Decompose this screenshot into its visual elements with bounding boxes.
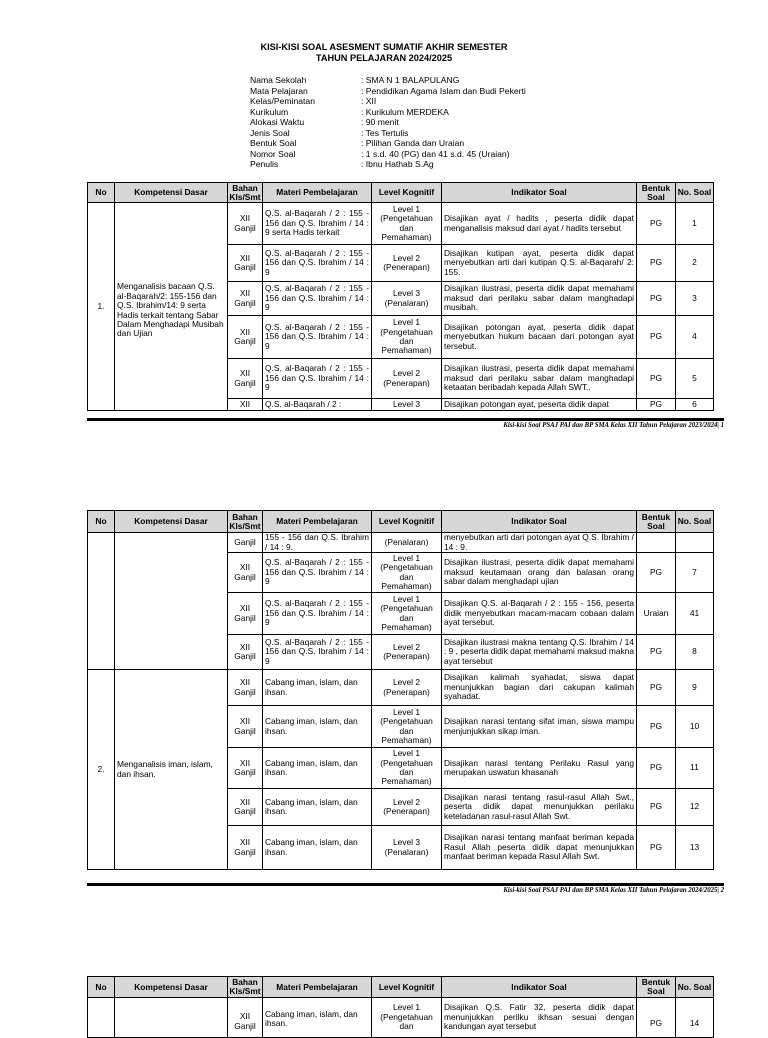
header-indikator: Indikator Soal (442, 183, 637, 203)
indikator-cell: Disajikan narasi tentang Perilaku Rasul yang merupakan uswatun khasanah (442, 748, 637, 789)
kisi-kisi-table-page-1 (87, 182, 714, 411)
bahan-cell: XII Ganjil (228, 998, 263, 1038)
no-soal-cell: 5 (676, 359, 714, 399)
bahan-cell: XII Ganjil (228, 635, 263, 670)
header-materi: Materi Pembelajaran (263, 183, 372, 203)
bentuk-cell: PG (637, 789, 676, 826)
level-cell: Level 2 (Penerapan) (372, 789, 442, 826)
materi-cell: Q.S. al-Baqarah / 2 : 155 - 156 dan Q.S. Ibrahim / 14 : 9 (263, 553, 372, 593)
info-row-school: Nama Sekolah : SMA N 1 BALAPULANG (250, 75, 460, 85)
bentuk-cell: PG (637, 635, 676, 670)
kisi-kisi-table-page-3 (87, 976, 714, 1038)
info-row-question-form: Bentuk Soal : Pilihan Ganda dan Uraian (250, 138, 465, 148)
kisi-kisi-table-page-2 (87, 510, 714, 870)
indikator-cell: Disajikan ayat / hadits , peserta didik dapat menganalisis maksud dari ayat / hadits tersebut (442, 203, 637, 245)
header-kompetensi-dasar: Kompetensi Dasar (115, 977, 228, 998)
info-row-author: Penulis : Ibnu Hathab S.Ag (250, 159, 434, 169)
table-row (88, 533, 714, 553)
bentuk-cell (637, 533, 676, 553)
kompetensi-dasar-cell (115, 998, 228, 1038)
no-soal-cell: 1 (676, 203, 714, 245)
indikator-cell: Disajikan kalimah syahadat, siswa dapat menunjukkan bagian dari cakupan kalimah syahadat. (442, 670, 637, 706)
level-cell: Level 1 (Pengetahuan dan Pemahaman) (372, 203, 442, 245)
materi-cell: Q.S. al-Baqarah / 2 : (263, 399, 372, 411)
level-cell: Level 1 (Pengetahuan dan Pemahaman) (372, 553, 442, 593)
no-soal-cell: 9 (676, 670, 714, 706)
no-soal-cell: 14 (676, 998, 714, 1038)
level-cell: Level 1 (Pengetahuan dan Pemahaman) (372, 316, 442, 359)
bahan-cell: XII Ganjil (228, 789, 263, 826)
indikator-cell: Disajikan ilustrasi, peserta didik dapat memahami maksud dari perilaku sabar dalam manghadapi musibah. (442, 282, 637, 316)
bentuk-cell: PG (637, 706, 676, 748)
indikator-cell: Disajikan potongan ayat, peserta didik dapat menyebutkan hukum bacaan dari potongan ayat tersebut. (442, 316, 637, 359)
no-soal-cell: 13 (676, 826, 714, 870)
row-number (88, 533, 115, 670)
info-row-time: Alokasi Waktu : 90 menit (250, 117, 399, 127)
indikator-cell: Disajikan kutipan ayat, peserta didik dapat menyebutkan arti dari kutipan Q.S. al-Baqarah/ 2: 155. (442, 245, 637, 282)
materi-cell: Cabang iman, islam, dan ihsan. (263, 670, 372, 706)
header-kompetensi-dasar: Kompetensi Dasar (115, 183, 228, 203)
header-kompetensi-dasar: Kompetensi Dasar (115, 511, 228, 533)
level-cell: Level 3 (372, 399, 442, 411)
materi-cell: 155 - 156 dan Q.S. Ibrahim / 14 : 9. (263, 533, 372, 553)
level-cell: Level 2 (Penerapan) (372, 245, 442, 282)
header-indikator: Indikator Soal (442, 511, 637, 533)
header-level: Level Kognitif (372, 511, 442, 533)
indikator-cell: Disajikan potongan ayat, peserta didik dapat (442, 399, 637, 411)
materi-cell: Q.S. al-Baqarah / 2 : 155 - 156 dan Q.S. Ibrahim / 14 : 9 (263, 282, 372, 316)
materi-cell: Q.S. al-Baqarah / 2 : 155 - 156 dan Q.S. Ibrahim / 14 : 9 (263, 593, 372, 635)
header-bahan: Bahan Kls/Smt (229, 182, 261, 202)
bentuk-cell: PG (637, 826, 676, 870)
bentuk-cell: PG (637, 316, 676, 359)
bahan-cell: XII Ganjil (228, 359, 263, 399)
bahan-cell: XII Ganjil (228, 670, 263, 706)
materi-cell: Cabang iman, islam, dan ihsan. (263, 789, 372, 826)
header-level: Level Kognitif (372, 977, 442, 998)
level-cell: Level 2 (Penerapan) (372, 670, 442, 706)
header-bentuk: Bentuk Soal (637, 183, 676, 203)
info-row-subject: Mata Pelajaran : Pendidikan Agama Islam dan Budi Pekerti (250, 85, 526, 96)
header-no-soal: No. Soal (676, 511, 714, 533)
materi-cell: Cabang iman, islam, dan ihsan. (263, 748, 372, 789)
bahan-cell: XII Ganjil (228, 203, 263, 245)
bahan-cell: XII Ganjil (228, 748, 263, 789)
indikator-cell: Disajikan narasi tentang sifat iman, siswa mampu menjunjukkan sikap iman. (442, 706, 637, 748)
header-no: No (88, 183, 115, 203)
bahan-cell: XII Ganjil (228, 245, 263, 282)
document-subtitle: TAHUN PELAJARAN 2024/2025 (315, 53, 453, 63)
bentuk-cell: PG (637, 245, 676, 282)
no-soal-cell: 7 (676, 553, 714, 593)
bentuk-cell: PG (637, 359, 676, 399)
level-cell: Level 1 (Pengetahuan dan Pemahaman) (372, 706, 442, 748)
no-soal-cell: 8 (676, 635, 714, 670)
bentuk-cell: PG (637, 282, 676, 316)
info-row-question-numbers: Nomor Soal : 1 s.d. 40 (PG) dan 41 s.d. 45 (Uraian) (250, 148, 510, 159)
no-soal-cell: 10 (676, 706, 714, 748)
level-cell: (Penalaran) (372, 533, 442, 553)
page-footer-rule (87, 418, 724, 421)
header-no: No (88, 977, 115, 998)
no-soal-cell: 4 (676, 316, 714, 359)
indikator-cell: Disajikan ilustrasi, peserta didik dapat memahami maksud dari perilaku sabar dalam manghadapi ketaatan beribadah kepada Allah SWT.. (442, 359, 637, 399)
header-materi: Materi Pembelajaran (263, 511, 372, 533)
header-no-soal: No. Soal (676, 183, 714, 203)
table-header-row (88, 977, 714, 998)
materi-cell: Cabang iman, islam, dan ihsan. (263, 706, 372, 748)
indikator-cell: Disajikan Q.S. Fatir 32, peserta didik dapat menunjukkan perilku ikhsan sesuai dengan kandungan ayat tersebut (442, 998, 637, 1038)
materi-cell: Q.S. al-Baqarah / 2 : 155 - 156 dan Q.S. Ibrahim / 14 : 9 (263, 316, 372, 359)
bentuk-cell: PG (637, 553, 676, 593)
indikator-cell: Disajikan ilustrasi makna tentang Q.S. Ibrahim / 14 : 9 , peserta didik dapat memahami maksud makna ayat tersebut (442, 635, 637, 670)
no-soal-cell: 11 (676, 748, 714, 789)
bentuk-cell: Uraian (637, 593, 676, 635)
no-soal-cell (676, 533, 714, 553)
no-soal-cell: 2 (676, 245, 714, 282)
materi-cell: Q.S. al-Baqarah / 2 : 155 - 156 dan Q.S. Ibrahim / 14 : 9 (263, 245, 372, 282)
bahan-cell: XII Ganjil (228, 706, 263, 748)
materi-cell: Cabang iman, islam, dan ihsan. (263, 998, 372, 1038)
document-title: KISI-KISI SOAL ASESMENT SUMATIF AKHIR SEMESTER (260, 42, 508, 52)
bahan-cell: XII Ganjil (228, 316, 263, 359)
level-cell: Level 1 (Pengetahuan dan Pemahaman) (372, 593, 442, 635)
materi-cell: Cabang iman, islam, dan ihsan. (263, 826, 372, 870)
level-cell: Level 3 (Penalaran) (372, 282, 442, 316)
bentuk-cell: PG (637, 399, 676, 411)
page-footer-text: Kisi-kisi Soal PSAJ PAI dan BP SMA Kelas XII Tahun Pelajaran 2023/2024| 1 (503, 422, 724, 429)
page-footer-rule (87, 883, 724, 886)
materi-cell: Q.S. al-Baqarah / 2 : 155 - 156 dan Q.S. Ibrahim / 14 : 9 (263, 635, 372, 670)
bentuk-cell: PG (637, 998, 676, 1038)
header-indikator: Indikator Soal (442, 977, 637, 998)
bentuk-cell: PG (637, 670, 676, 706)
bentuk-cell: PG (637, 203, 676, 245)
kompetensi-dasar-cell (115, 203, 228, 411)
header-level: Level Kognitif (372, 183, 442, 203)
level-cell: Level 3 (Penalaran) (372, 826, 442, 870)
level-cell: Level 2 (Penerapan) (372, 635, 442, 670)
materi-cell: Q.S. al-Baqarah / 2 : 155 - 156 dan Q.S. Ibrahim / 14 : 9 serta Hadis terkait (263, 203, 372, 245)
table-header-row (88, 511, 714, 533)
header-no: No (88, 511, 115, 533)
kompetensi-dasar-cell: Menganalisis iman, islam, dan ihsan. (115, 670, 228, 870)
bahan-cell: XII Ganjil (228, 553, 263, 593)
page-footer-text: Kisi-kisi Soal PSAJ PAI dan BP SMA Kelas XII Tahun Pelajaran 2024/2025| 2 (503, 887, 724, 894)
bahan-cell: XII (228, 399, 263, 411)
no-soal-cell: 12 (676, 789, 714, 826)
no-soal-cell: 41 (676, 593, 714, 635)
header-bentuk: Bentuk Soal (637, 977, 676, 998)
no-soal-cell: 6 (676, 399, 714, 411)
table-row (88, 203, 714, 245)
indikator-cell: Disajikan Q.S. al-Baqarah / 2 : 155 - 156, peserta didik menyebutkan macam-macam cobaan dalam ayat tersebut. (442, 593, 637, 635)
level-cell: Level 1 (Pengetahuan dan Pemahaman) (372, 748, 442, 789)
table-header-row (88, 183, 714, 203)
header-bahan: Bahan Kls/Smt (229, 511, 261, 531)
kompetensi-dasar-cell (115, 533, 228, 670)
kompetensi-dasar-text: Menganalisis bacaan Q.S. al-Baqarah/2: 155-156 dan Q.S. Ibrahim/14: 9 serta Hadis terkait tentang Sabar Dalam Menghadapi Musibah dan Ujian (117, 281, 224, 339)
level-cell: Level 2 (Penerapan) (372, 359, 442, 399)
materi-cell: Q.S. al-Baqarah / 2 : 155 - 156 dan Q.S. Ibrahim / 14 : 9 (263, 359, 372, 399)
bahan-cell: XII Ganjil (228, 826, 263, 870)
info-row-class: Kelas/Peminatan : XII (250, 96, 377, 106)
indikator-cell: Disajikan narasi tentang rasul-rasul Allah Swt., peserta didik dapat menunjukkan perilaku keteladanan rasul-rasul Allah Swt. (442, 789, 637, 826)
identity-block (250, 75, 526, 170)
row-number: 1. (88, 203, 115, 411)
row-number: 2. (88, 670, 115, 870)
header-no-soal: No. Soal (676, 977, 714, 998)
header-bahan: Bahan Kls/Smt (229, 977, 261, 996)
header-bentuk: Bentuk Soal (637, 511, 676, 533)
table-row (88, 998, 714, 1038)
indikator-cell: Disajikan ilustrasi, peserta didik dapat memahami maksud keutamaan orang dan balasan orang sabar dalam menghadapi ujian (442, 553, 637, 593)
bahan-cell: XII Ganjil (228, 593, 263, 635)
table-row (88, 670, 714, 706)
bahan-cell: XII Ganjil (228, 282, 263, 316)
bahan-cell: Ganjil (228, 533, 263, 553)
row-number (88, 998, 115, 1038)
header-materi: Materi Pembelajaran (263, 977, 372, 998)
no-soal-cell: 3 (676, 282, 714, 316)
bentuk-cell: PG (637, 748, 676, 789)
info-row-curriculum: Kurikulum : Kurikulum MERDEKA (250, 106, 449, 117)
indikator-cell: menyebutkan arti dari potongan ayat Q.S. Ibrahim / 14 : 9. (442, 533, 637, 553)
indikator-cell: Disajikan narasi tentang manfaat beriman kepada Rasul Allah peserta didik dapat menunjukkan manfaat beriman kepada Rasul Allah Swt. (442, 826, 637, 870)
level-cell: Level 1 (Pengetahuan dan (372, 998, 442, 1038)
info-row-test-type: Jenis Soal : Tes Tertulis (250, 127, 409, 138)
